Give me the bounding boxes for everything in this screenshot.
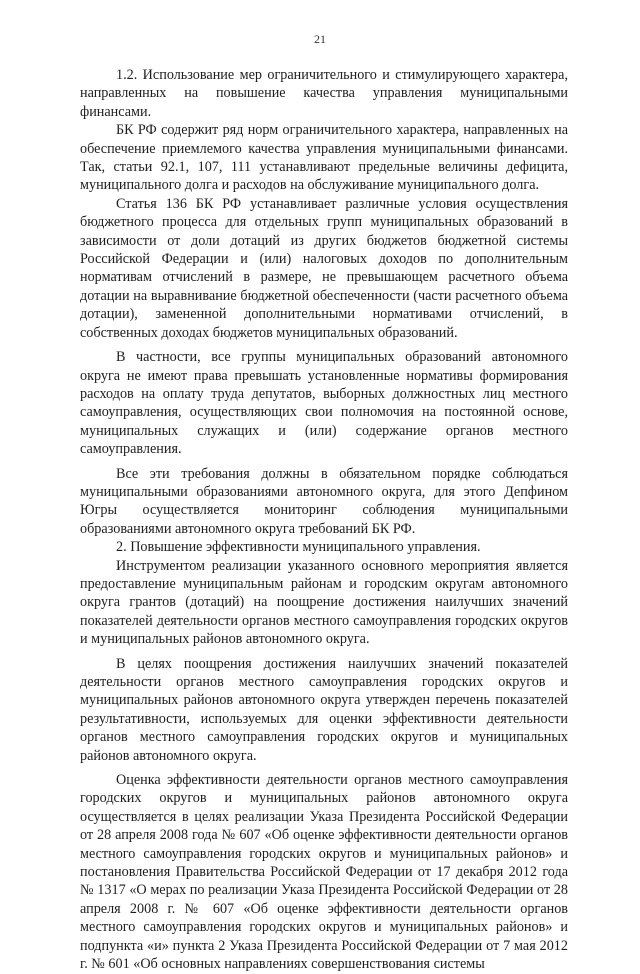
paragraph-article-136: Статья 136 БК РФ устанавливает различные условия осуществления бюджетного процесса для отдельных групп муниципальных образований в зависимости от доли дотаций из других бюджетов бюджетной системы Российской Федерации и (или) налоговых доходов по дополнительным нормативам отчислений в размере, не превышающем расчетного объема дотации на выравнивание бюджетной обеспеченности (части расчетного объема дотации), замененной дополнительными нормативами отчислений, в собственных доходах бюджетов муниципальных образований. <box>80 195 568 341</box>
page-number: 21 <box>314 32 326 46</box>
paragraph-indicators-list: В целях поощрения достижения наилучших значений показателей деятельности органов местного самоуправления городских округов и муниципальных районов автономного округа утвержден перечень показателей результативности, используемых для оценки эффективности деятельности органов местного самоуправления городских округов и муниципальных районов автономного округа. <box>80 655 568 764</box>
paragraph-monitoring: Все эти требования должны в обязательном порядке соблюдаться муниципальными образованиями автономного округа, для этого Депфином Югры осуществляется мониторинг соблюдения муниципальными образованиями автономного округа требований БК РФ. <box>80 465 568 537</box>
paragraph-section-2-heading: 2. Повышение эффективности муниципального управления. <box>116 539 481 556</box>
document-body <box>80 66 568 974</box>
paragraph-expenditure-limits: В частности, все группы муниципальных образований автономного округа не имеют права превышать установленные нормативы формирования расходов на оплату труда депутатов, выборных должностных лиц местного самоуправления, осуществляющих свои полномочия на постоянной основе, муниципальных служащих и (или) содержание органов местного самоуправления. <box>80 349 568 458</box>
paragraph-bk-restrictive-norms: БК РФ содержит ряд норм ограничительного характера, направленных на обеспечение приемлемого качества управления муниципальными финансами. Так, статьи 92.1, 107, 111 устанавливают предельные величины дефицита, муниципального долга и расходов на обслуживание муниципального долга. <box>80 122 568 194</box>
paragraph-section-1-2-heading: 1.2. Использование мер ограничительного и стимулирующего характера, направленных на повышение качества управления муниципальными финансами. <box>80 67 568 120</box>
paragraph-grants-instrument: Инструментом реализации указанного основного мероприятия является предоставление муниципальным районам и городским округам автономного округа грантов (дотаций) на поощрение достижения наилучших значений показателей деятельности органов местного самоуправления городских округов и муниципальных районов автономного округа. <box>80 557 568 648</box>
paragraph-efficiency-evaluation: Оценка эффективности деятельности органов местного самоуправления городских округов и муниципальных районов автономного округа осуществляется в целях реализации Указа Президента Российской Федерации от 28 апреля 2008 года № 607 «Об оценке эффективности деятельности органов местного самоуправления городских округов и муниципальных районов» и постановления Правительства Российской Федерации от 17 декабря 2012 года № 1317 «О мерах по реализации Указа Президента Российской Федерации от 28 апреля 2008 г. № 607 «Об оценке эффективности деятельности органов местного самоуправления городских округов и муниципальных районов» и подпункта «и» пункта 2 Указа Президента Российской Федерации от 7 мая 2012 г. № 601 «Об основных направлениях совершенствования системы <box>80 772 568 973</box>
